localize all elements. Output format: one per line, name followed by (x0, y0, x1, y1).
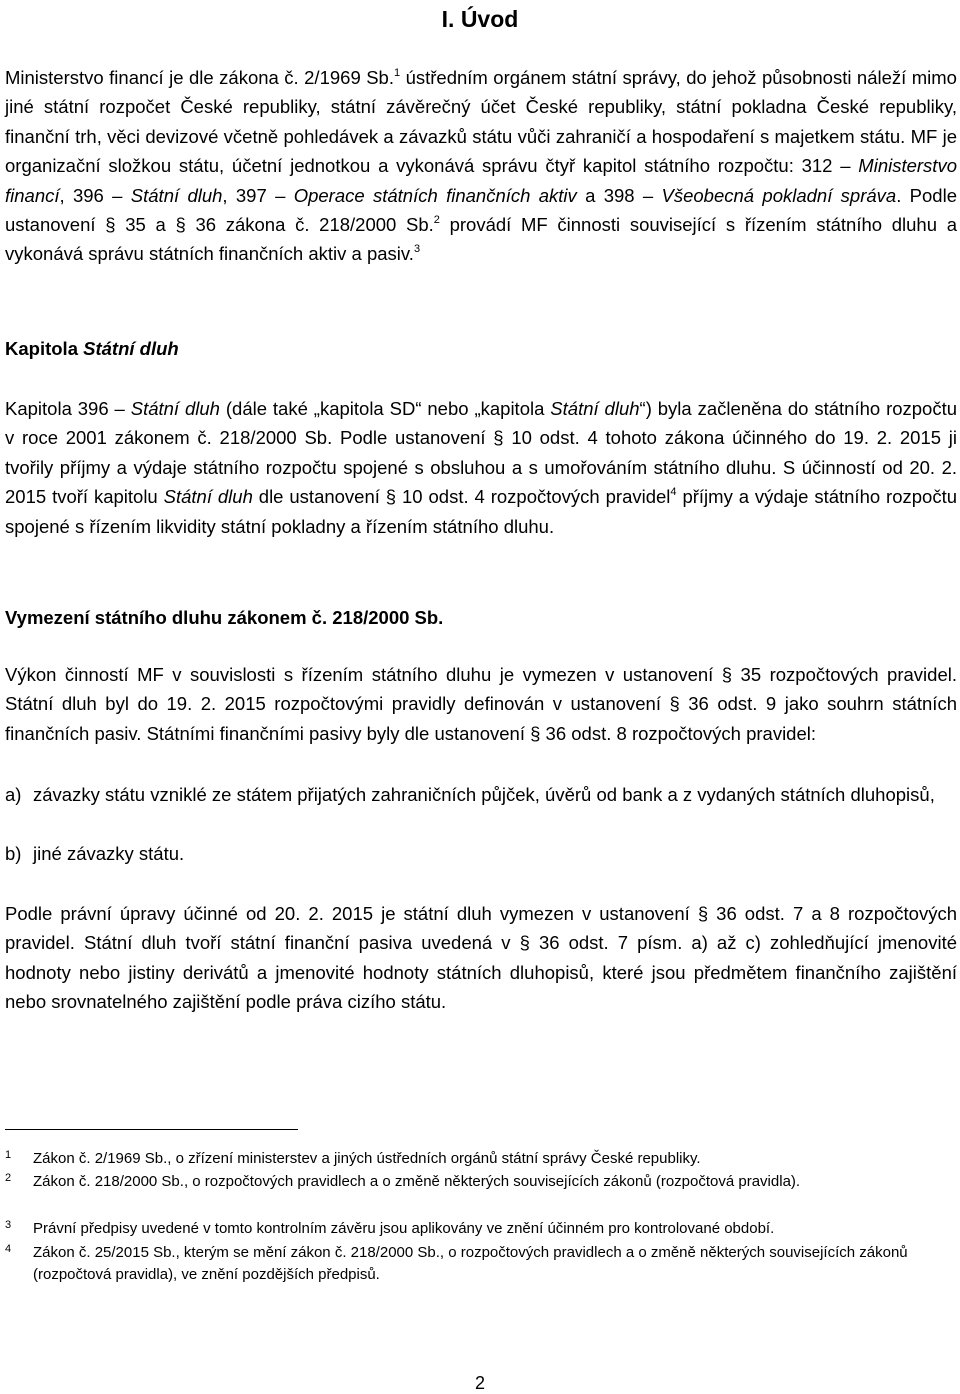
section-heading: I. Úvod (441, 6, 519, 32)
chapter-name-396: Státní dluh (130, 184, 223, 206)
vymezeni-heading: Vymezení státního dluhu zákonem č. 218/2000 Sb. (5, 607, 444, 628)
footnote-item (5, 1171, 955, 1193)
footnote-ref-2: 2 (433, 214, 440, 227)
footnote-number: 3 (5, 1219, 12, 1231)
footnote-divider (5, 1129, 298, 1130)
list-item-text: jiné závazky státu. (33, 843, 185, 864)
chapter-name-398: Všeobecná pokladní správa (661, 184, 897, 206)
kapitola-text-1: Kapitola 396 – (5, 398, 131, 419)
footnote-text: Právní předpisy uvedené v tomto kontrolním závěru jsou aplikovány ve znění účinném pro kontrolované období. (33, 1220, 775, 1237)
intro-text-7: provádí MF činnosti související s řízením státního dluhu a vykonává správu státních finančních aktiv a pasiv. (5, 214, 957, 265)
footnote-number: 4 (5, 1243, 12, 1255)
list-marker: b) (5, 843, 22, 864)
intro-text-1: Ministerstvo financí je dle zákona č. 2/1969 Sb. (5, 67, 394, 88)
footnote-ref-1: 1 (393, 67, 401, 79)
list-marker: a) (5, 784, 22, 805)
footnote-number: 2 (5, 1172, 12, 1184)
page-number: 2 (474, 1373, 485, 1393)
intro-text-5: a 398 – (576, 184, 662, 206)
kapitola-paragraph (5, 394, 957, 541)
kapitola-text-2: (dále také „kapitola SD“ nebo „kapitola (219, 398, 551, 419)
footnote-text: Zákon č. 2/1969 Sb., o zřízení ministerstev a jiných ústředních orgánů státní správy České republiky. (33, 1150, 701, 1167)
footnote-item (5, 1148, 955, 1170)
chapter-name-312: Ministerstvo financí (5, 155, 957, 206)
list-item-text: závazky státu vzniklé ze státem přijatých zahraničních půjček, úvěrů od bank a z vydaných státních dluhopisů, (33, 784, 935, 805)
kapitola-heading (5, 334, 179, 363)
intro-text-2: ústředním orgánem státní správy, do jehož působnosti náleží mimo jiné státní rozpočet České republiky, státní závěrečný účet České republiky, státní pokladna České republiky, finanční trh, věci devizové včetně pohledávek a závazků státu vůči zahraničí a hospodaření s majetkem státu. MF je organizační složkou státu, účetní jednotkou a vykonává správu čtyř kapitol státního rozpočtu: 312 – (5, 67, 957, 177)
kapitola-text-5: příjmy a výdaje státního rozpočtu spojené s řízením likvidity státní pokladny a řízením státního dluhu. (5, 486, 958, 537)
list-item (5, 780, 957, 809)
kapitola-italic-1: Státní dluh (130, 398, 220, 419)
kapitola-italic-2: Státní dluh (550, 398, 640, 419)
footnote-text: Zákon č. 218/2000 Sb., o rozpočtových pravidlech a o změně některých souvisejících zákonů (rozpočtová pravidla). (33, 1173, 801, 1190)
intro-text-4: , 397 – (222, 184, 294, 206)
kapitola-text-3: “) byla začleněna do státního rozpočtu v roce 2001 zákonem č. 218/2000 Sb. Podle ustanovení § 10 odst. 4 tohoto zákona účinného do 19. 2. 2015 ji tvořily příjmy a výdaje státního rozpočtu spojené s obsluhou a s umořováním státního dluhu. S účinností od 20. 2. 2015 tvoří kapitolu (5, 398, 958, 508)
intro-paragraph (5, 63, 957, 269)
kapitola-text-4: dle ustanovení § 10 odst. 4 rozpočtových pravidel (252, 486, 671, 508)
footnote-text: Zákon č. 25/2015 Sb., kterým se mění zákon č. 218/2000 Sb., o rozpočtových pravidlech a o změně některých souvisejících zákonů (rozpočtová pravidla), ve znění pozdějších předpisů. (33, 1244, 908, 1283)
kapitola-heading-prefix: Kapitola (5, 338, 84, 359)
footnote-number: 1 (5, 1149, 12, 1161)
kapitola-italic-3: Státní dluh (163, 486, 253, 508)
list-item (5, 839, 957, 868)
footnote-ref-3: 3 (413, 243, 421, 256)
vymezeni-paragraph-2: Podle právní úpravy účinné od 20. 2. 2015 je státní dluh vymezen v ustanovení § 36 odst. 7 a 8 rozpočtových pravidel. Státní dluh tvoří státní finanční pasiva uvedená v § 36 odst. 7 písm. a) až c) zohledňující jmenovité hodnoty nebo jistiny derivátů a jmenovité hodnoty státních dluhopisů, které jsou předmětem finančního zajištění nebo srovnatelného zajištění podle práva cizího státu. (5, 903, 957, 1013)
intro-text-3: , 396 – (59, 184, 131, 206)
chapter-name-397: Operace státních finančních aktiv (293, 184, 577, 206)
footnote-ref-4: 4 (670, 486, 677, 499)
footnote-item (5, 1242, 955, 1286)
vymezeni-paragraph-1: Výkon činností MF v souvislosti s řízením státního dluhu je vymezen v ustanovení § 35 rozpočtových pravidel. Státní dluh byl do 19. 2. 2015 rozpočtovými pravidly definován v ustanovení § 36 odst. 9 jako souhrn státních finančních pasiv. Státními finančními pasivy byly dle ustanovení § 36 odst. 8 rozpočtových pravidel: (5, 664, 957, 744)
kapitola-heading-italic: Státní dluh (83, 338, 179, 359)
footnote-item (5, 1218, 955, 1240)
intro-text-6: . Podle ustanovení § 35 a § 36 zákona č. 218/2000 Sb. (5, 184, 957, 236)
